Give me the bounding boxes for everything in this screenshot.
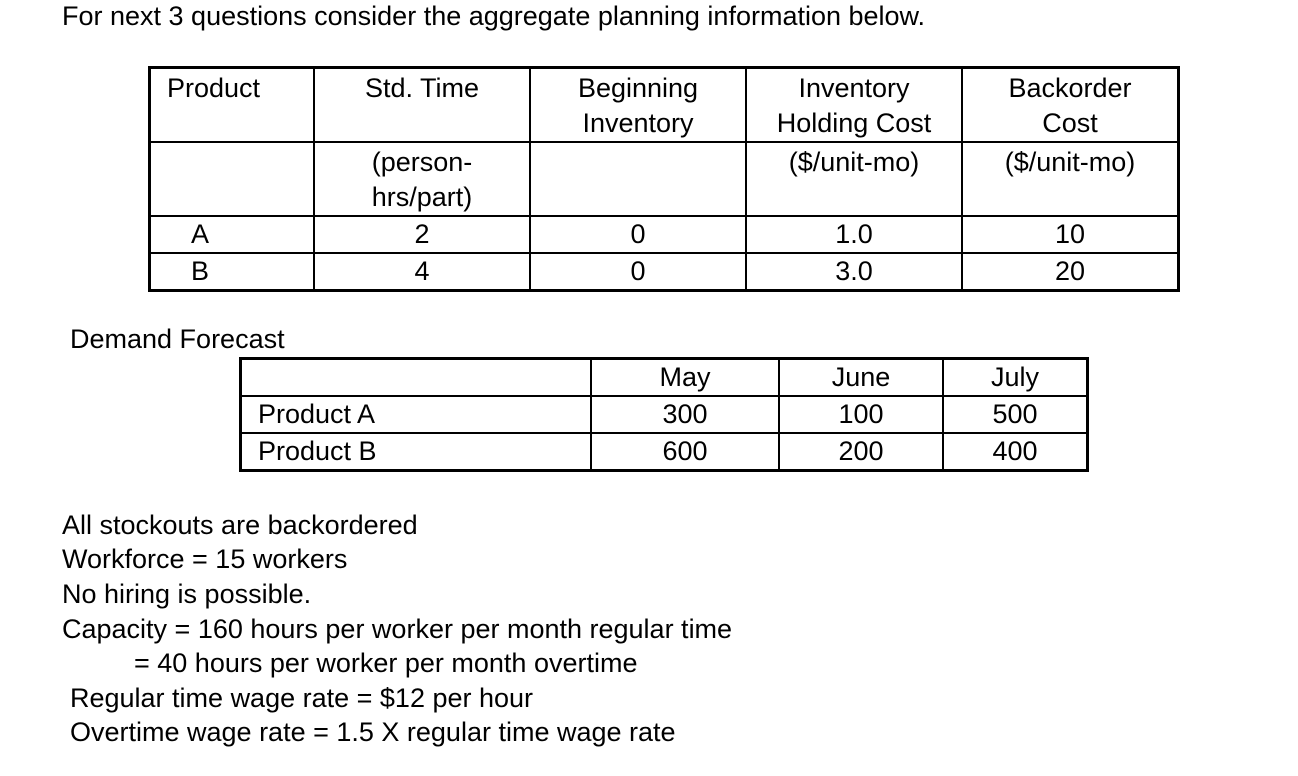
cell-product: A	[150, 216, 315, 253]
page-heading: For next 3 questions consider the aggregate planning information below.	[62, 1, 926, 31]
demand-value-july: 400	[943, 433, 1088, 471]
demand-forecast-table	[239, 357, 1089, 472]
table-header-row	[150, 68, 1179, 143]
note-capacity-overtime: = 40 hours per worker per month overtime	[134, 648, 638, 678]
cell-product: B	[150, 253, 315, 291]
units-std-time-line2: hrs/part)	[371, 182, 473, 212]
table-row	[150, 253, 1179, 291]
demand-product-name: Product A	[241, 396, 592, 433]
cell-std-time: 2	[314, 216, 530, 253]
demand-header-july: July	[943, 359, 1088, 397]
demand-product-name: Product B	[241, 433, 592, 471]
table-row	[241, 433, 1088, 471]
header-holding-cost-line2: Holding Cost	[776, 108, 932, 138]
demand-header-june: June	[779, 359, 943, 397]
demand-forecast-label: Demand Forecast	[70, 324, 285, 354]
table-row	[150, 216, 1179, 253]
note-backorders: All stockouts are backordered	[62, 510, 418, 540]
note-no-hiring: No hiring is possible.	[62, 579, 312, 609]
cell-beginning-inventory: 0	[530, 253, 746, 291]
note-capacity-regular: Capacity = 160 hours per worker per month regular time	[62, 614, 733, 644]
units-std-time-line1: (person-	[371, 147, 473, 177]
header-beginning-inventory-line2: Inventory	[582, 108, 694, 138]
table-row	[241, 396, 1088, 433]
cell-holding-cost: 3.0	[746, 253, 962, 291]
demand-value-june: 200	[779, 433, 943, 471]
demand-value-may: 600	[591, 433, 779, 471]
note-regular-wage: Regular time wage rate = $12 per hour	[70, 683, 534, 713]
units-product-empty	[150, 142, 315, 216]
demand-header-may: May	[591, 359, 779, 397]
demand-value-june: 100	[779, 396, 943, 433]
header-holding-cost-line1: Inventory	[798, 73, 910, 103]
header-beginning-inventory-line1: Beginning	[577, 73, 699, 103]
cell-backorder-cost: 10	[962, 216, 1179, 253]
units-holding-cost: ($/unit-mo)	[746, 142, 962, 216]
cell-holding-cost: 1.0	[746, 216, 962, 253]
product-info-table	[148, 66, 1180, 292]
demand-value-may: 300	[591, 396, 779, 433]
note-workforce: Workforce = 15 workers	[62, 544, 348, 574]
table-units-row	[150, 142, 1179, 216]
cell-beginning-inventory: 0	[530, 216, 746, 253]
demand-value-july: 500	[943, 396, 1088, 433]
header-backorder-cost-line2: Cost	[1042, 108, 1098, 138]
header-beginning-inventory	[530, 68, 746, 143]
cell-std-time: 4	[314, 253, 530, 291]
cell-backorder-cost: 20	[962, 253, 1179, 291]
header-holding-cost	[746, 68, 962, 143]
header-std-time: Std. Time	[314, 68, 530, 143]
header-backorder-cost	[962, 68, 1179, 143]
note-overtime-wage: Overtime wage rate = 1.5 X regular time wage rate	[70, 717, 676, 747]
demand-header-row	[241, 359, 1088, 397]
units-backorder-cost: ($/unit-mo)	[962, 142, 1179, 216]
units-std-time	[314, 142, 530, 216]
header-product: Product	[150, 68, 315, 143]
header-backorder-cost-line1: Backorder	[1008, 73, 1132, 103]
demand-header-empty	[241, 359, 592, 397]
units-beginning-empty	[530, 142, 746, 216]
